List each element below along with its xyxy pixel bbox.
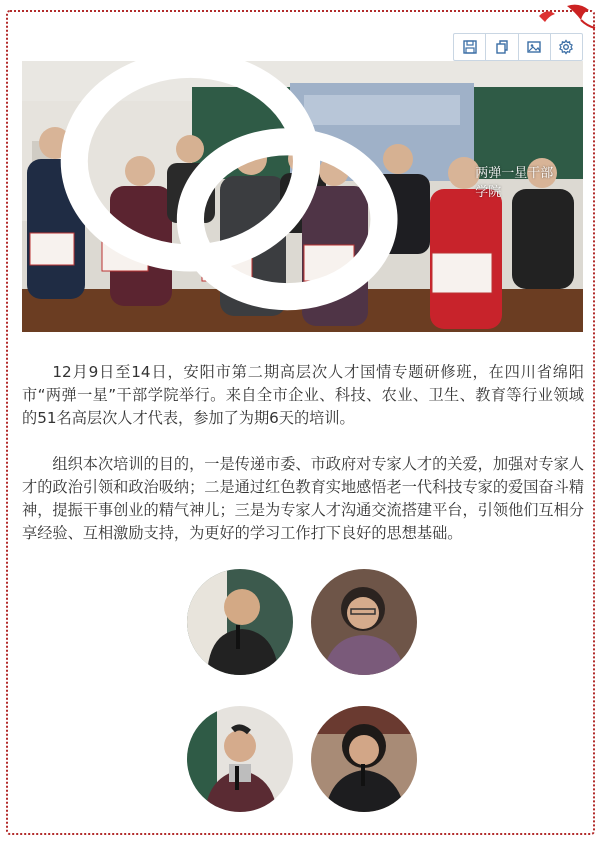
editor-toolbar	[453, 33, 583, 61]
image-button[interactable]	[519, 34, 551, 60]
copy-button[interactable]	[486, 34, 518, 60]
image-icon	[526, 39, 542, 55]
red-ribbon-decoration	[537, 2, 597, 32]
watermark-text: 两弹一星干部学院	[475, 165, 554, 200]
settings-icon	[558, 39, 574, 55]
settings-button[interactable]	[551, 34, 582, 60]
save-button[interactable]	[454, 34, 486, 60]
article-paragraph-2: 组织本次培训的目的，一是传递市委、市政府对专家人才的关爱，加强对专家人才的政治引领和政治吸纳；二是通过红色教育实地感悟老一代科技专家的爱国奋斗精神，提振干事创业的精气神儿；三是为专家人才沟通交流搭建平台，引领他们互相分享经验、互相激励支持，为更好的学习工作打下良好的思想基础。	[22, 455, 584, 542]
copy-icon	[494, 39, 510, 55]
save-icon	[462, 39, 478, 55]
group-photo	[22, 61, 583, 332]
article-paragraph-1: 12月9日至14日，安阳市第二期高层次人才国情专题研修班，在四川省绵阳市“两弹一星”干部学院举行。来自全市企业、科技、农业、卫生、教育等行业领域的51名高层次人才代表，参加了为期6天的培训。	[22, 363, 584, 427]
portrait-woman-scarf	[187, 706, 293, 812]
portrait-woman-glasses	[311, 569, 417, 675]
photo-watermark	[22, 61, 565, 316]
portrait-woman-dark-hair	[311, 706, 417, 812]
wechat-icon	[22, 61, 471, 316]
portrait-man-speaking	[187, 569, 293, 675]
